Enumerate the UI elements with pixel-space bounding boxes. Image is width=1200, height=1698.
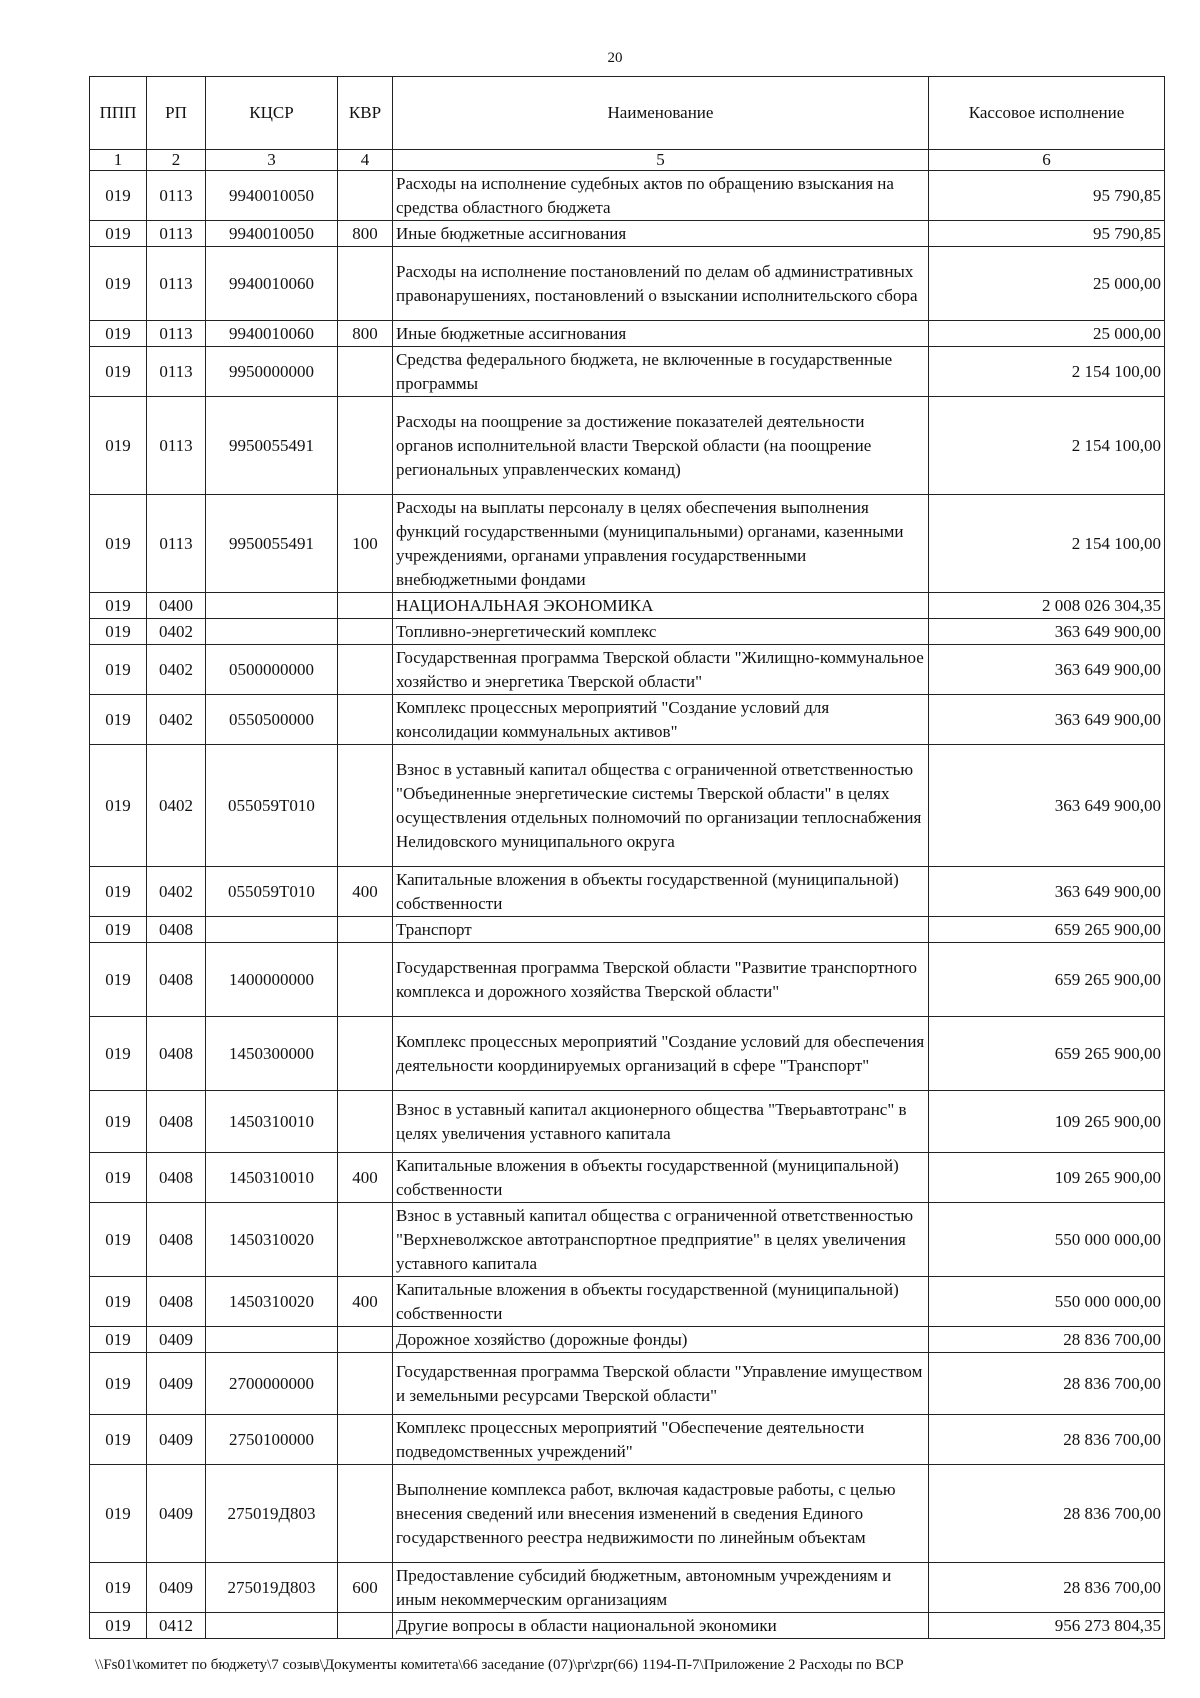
cell-rp: 0409 (147, 1415, 206, 1465)
cell-amount: 95 790,85 (929, 221, 1165, 247)
cell-amount: 2 154 100,00 (929, 495, 1165, 593)
cell-kvr (338, 917, 393, 943)
table-row (90, 917, 1165, 943)
cell-rp: 0408 (147, 1153, 206, 1203)
cell-amount: 2 154 100,00 (929, 397, 1165, 495)
cell-ppp: 019 (90, 247, 147, 321)
cell-name: Государственная программа Тверской области "Управление имуществом и земельными ресурсами Тверской области" (393, 1353, 929, 1415)
cell-kvr (338, 1091, 393, 1153)
cell-kvr (338, 1353, 393, 1415)
cell-rp: 0402 (147, 745, 206, 867)
column-number: 1 (90, 150, 147, 171)
cell-kcsr: 9940010060 (206, 247, 338, 321)
cell-rp: 0113 (147, 347, 206, 397)
cell-name: Иные бюджетные ассигнования (393, 321, 929, 347)
cell-rp: 0113 (147, 495, 206, 593)
cell-ppp: 019 (90, 619, 147, 645)
table-row (90, 1327, 1165, 1353)
cell-kvr: 800 (338, 321, 393, 347)
cell-kcsr: 1450310020 (206, 1203, 338, 1277)
cell-amount: 109 265 900,00 (929, 1091, 1165, 1153)
cell-kvr: 400 (338, 1277, 393, 1327)
cell-name: Государственная программа Тверской области "Жилищно-коммунальное хозяйство и энергетика Тверской области" (393, 645, 929, 695)
cell-ppp: 019 (90, 1277, 147, 1327)
cell-kvr: 800 (338, 221, 393, 247)
cell-kcsr: 055059Т010 (206, 867, 338, 917)
table-row (90, 1277, 1165, 1327)
cell-kcsr: 0500000000 (206, 645, 338, 695)
table-row (90, 1353, 1165, 1415)
cell-ppp: 019 (90, 1563, 147, 1613)
cell-rp: 0409 (147, 1327, 206, 1353)
table-row (90, 695, 1165, 745)
cell-rp: 0409 (147, 1563, 206, 1613)
cell-rp: 0402 (147, 619, 206, 645)
cell-ppp: 019 (90, 867, 147, 917)
table-row (90, 619, 1165, 645)
table-row (90, 247, 1165, 321)
cell-amount: 659 265 900,00 (929, 1017, 1165, 1091)
cell-kvr: 100 (338, 495, 393, 593)
header-ppp: ППП (90, 77, 147, 150)
page-number: 20 (607, 50, 623, 66)
cell-rp: 0402 (147, 867, 206, 917)
cell-kvr (338, 745, 393, 867)
cell-name: Топливно-энергетический комплекс (393, 619, 929, 645)
cell-rp: 0402 (147, 645, 206, 695)
cell-ppp: 019 (90, 321, 147, 347)
cell-rp: 0408 (147, 943, 206, 1017)
cell-kcsr: 1450310010 (206, 1091, 338, 1153)
table-row (90, 1091, 1165, 1153)
cell-name: Взнос в уставный капитал акционерного общества "Тверьавтотранс" в целях увеличения уставного капитала (393, 1091, 929, 1153)
cell-kvr: 400 (338, 867, 393, 917)
footer-file-path: \\Fs01\комитет по бюджету\7 созыв\Документы комитета\66 заседание (07)\pr\zpr(66) 1194-П-7\Приложение 2 Расходы по ВСР (95, 1657, 904, 1673)
cell-ppp: 019 (90, 1465, 147, 1563)
cell-rp: 0113 (147, 247, 206, 321)
cell-amount: 363 649 900,00 (929, 645, 1165, 695)
cell-amount: 659 265 900,00 (929, 943, 1165, 1017)
cell-rp: 0113 (147, 171, 206, 221)
cell-ppp: 019 (90, 1017, 147, 1091)
cell-name: Капитальные вложения в объекты государственной (муниципальной) собственности (393, 1153, 929, 1203)
cell-ppp: 019 (90, 917, 147, 943)
cell-kcsr: 9950055491 (206, 397, 338, 495)
cell-ppp: 019 (90, 397, 147, 495)
table-row (90, 1017, 1165, 1091)
cell-ppp: 019 (90, 1353, 147, 1415)
table-row (90, 1613, 1165, 1639)
cell-name: Другие вопросы в области национальной экономики (393, 1613, 929, 1639)
cell-rp: 0408 (147, 1017, 206, 1091)
cell-amount: 550 000 000,00 (929, 1277, 1165, 1327)
cell-ppp: 019 (90, 745, 147, 867)
cell-kcsr (206, 619, 338, 645)
table-row (90, 347, 1165, 397)
cell-name: Комплекс процессных мероприятий "Создание условий для обеспечения деятельности координируемых организаций в сфере "Транспорт" (393, 1017, 929, 1091)
cell-ppp: 019 (90, 1153, 147, 1203)
cell-ppp: 019 (90, 1327, 147, 1353)
column-number: 5 (393, 150, 929, 171)
table-row (90, 221, 1165, 247)
cell-kvr: 600 (338, 1563, 393, 1613)
cell-amount: 2 008 026 304,35 (929, 593, 1165, 619)
table-row (90, 321, 1165, 347)
cell-kvr (338, 943, 393, 1017)
header-name: Наименование (393, 77, 929, 150)
cell-kvr (338, 171, 393, 221)
cell-rp: 0409 (147, 1353, 206, 1415)
header-row (90, 77, 1165, 150)
cell-amount: 28 836 700,00 (929, 1563, 1165, 1613)
table-row (90, 943, 1165, 1017)
cell-name: Расходы на поощрение за достижение показателей деятельности органов исполнительной власти Тверской области (на поощрение региональных управленческих команд) (393, 397, 929, 495)
column-number: 6 (929, 150, 1165, 171)
cell-kvr (338, 1613, 393, 1639)
cell-kcsr: 275019Д803 (206, 1563, 338, 1613)
column-number-row (90, 150, 1165, 171)
header-kcsr: КЦСР (206, 77, 338, 150)
table-row (90, 171, 1165, 221)
cell-kvr (338, 1203, 393, 1277)
cell-kcsr: 2750100000 (206, 1415, 338, 1465)
cell-kvr (338, 695, 393, 745)
cell-rp: 0408 (147, 1277, 206, 1327)
table-row (90, 645, 1165, 695)
cell-ppp: 019 (90, 1091, 147, 1153)
cell-name: Капитальные вложения в объекты государственной (муниципальной) собственности (393, 867, 929, 917)
cell-name: Комплекс процессных мероприятий "Создание условий для консолидации коммунальных активов" (393, 695, 929, 745)
cell-name: Средства федерального бюджета, не включенные в государственные программы (393, 347, 929, 397)
cell-name: Государственная программа Тверской области "Развитие транспортного комплекса и дорожного хозяйства Тверской области" (393, 943, 929, 1017)
cell-kvr (338, 1017, 393, 1091)
cell-amount: 25 000,00 (929, 247, 1165, 321)
cell-name: Расходы на исполнение постановлений по делам об административных правонарушениях, постановлений о взыскании исполнительского сбора (393, 247, 929, 321)
table-row (90, 1465, 1165, 1563)
cell-kcsr: 9950000000 (206, 347, 338, 397)
cell-amount: 363 649 900,00 (929, 619, 1165, 645)
cell-kvr (338, 247, 393, 321)
table-row (90, 745, 1165, 867)
cell-kcsr (206, 1327, 338, 1353)
cell-kvr (338, 397, 393, 495)
cell-amount: 363 649 900,00 (929, 695, 1165, 745)
cell-kvr (338, 1415, 393, 1465)
table-row (90, 495, 1165, 593)
cell-ppp: 019 (90, 695, 147, 745)
cell-kcsr: 9940010050 (206, 221, 338, 247)
table-row (90, 1203, 1165, 1277)
cell-rp: 0412 (147, 1613, 206, 1639)
cell-rp: 0409 (147, 1465, 206, 1563)
cell-kcsr: 055059Т010 (206, 745, 338, 867)
cell-rp: 0113 (147, 321, 206, 347)
cell-kcsr: 9940010050 (206, 171, 338, 221)
cell-kvr (338, 593, 393, 619)
cell-name: Капитальные вложения в объекты государственной (муниципальной) собственности (393, 1277, 929, 1327)
table-row (90, 1153, 1165, 1203)
cell-ppp: 019 (90, 593, 147, 619)
table-row (90, 593, 1165, 619)
table-row (90, 1563, 1165, 1613)
cell-name: Транспорт (393, 917, 929, 943)
cell-kcsr: 1450300000 (206, 1017, 338, 1091)
header-rp: РП (147, 77, 206, 150)
cell-name: Выполнение комплекса работ, включая кадастровые работы, с целью внесения сведений или внесения изменений в сведения Единого государственного реестра недвижимости по линейным объектам (393, 1465, 929, 1563)
cell-kcsr: 1450310020 (206, 1277, 338, 1327)
cell-kcsr (206, 917, 338, 943)
cell-amount: 363 649 900,00 (929, 745, 1165, 867)
cell-name: Взнос в уставный капитал общества с ограниченной ответственностью "Верхневолжское автотранспортное предприятие" в целях увеличения уставного капитала (393, 1203, 929, 1277)
cell-rp: 0408 (147, 1203, 206, 1277)
cell-kvr (338, 1465, 393, 1563)
cell-amount: 363 649 900,00 (929, 867, 1165, 917)
cell-kvr (338, 347, 393, 397)
cell-name: Взнос в уставный капитал общества с ограниченной ответственностью "Объединенные энергетические системы Тверской области" в целях осуществления отдельных полномочий по организации теплоснабжения Нелидовского муниципального округа (393, 745, 929, 867)
cell-amount: 2 154 100,00 (929, 347, 1165, 397)
cell-rp: 0400 (147, 593, 206, 619)
cell-amount: 95 790,85 (929, 171, 1165, 221)
table-row (90, 397, 1165, 495)
cell-kvr: 400 (338, 1153, 393, 1203)
cell-kcsr (206, 593, 338, 619)
column-number: 4 (338, 150, 393, 171)
cell-rp: 0408 (147, 917, 206, 943)
cell-ppp: 019 (90, 1203, 147, 1277)
cell-amount: 109 265 900,00 (929, 1153, 1165, 1203)
table-row (90, 867, 1165, 917)
table-row (90, 1415, 1165, 1465)
cell-rp: 0113 (147, 221, 206, 247)
header-amount: Кассовое исполнение (929, 77, 1165, 150)
cell-kcsr: 1400000000 (206, 943, 338, 1017)
cell-rp: 0402 (147, 695, 206, 745)
cell-name: Комплекс процессных мероприятий "Обеспечение деятельности подведомственных учреждений" (393, 1415, 929, 1465)
cell-ppp: 019 (90, 1415, 147, 1465)
cell-kvr (338, 619, 393, 645)
column-number: 2 (147, 150, 206, 171)
cell-ppp: 019 (90, 347, 147, 397)
cell-kcsr: 0550500000 (206, 695, 338, 745)
cell-kvr (338, 645, 393, 695)
cell-ppp: 019 (90, 645, 147, 695)
cell-kcsr: 9950055491 (206, 495, 338, 593)
cell-ppp: 019 (90, 943, 147, 1017)
cell-ppp: 019 (90, 1613, 147, 1639)
cell-rp: 0113 (147, 397, 206, 495)
cell-ppp: 019 (90, 171, 147, 221)
cell-amount: 28 836 700,00 (929, 1353, 1165, 1415)
budget-table (89, 76, 1165, 1639)
cell-kcsr: 2700000000 (206, 1353, 338, 1415)
cell-amount: 25 000,00 (929, 321, 1165, 347)
cell-amount: 550 000 000,00 (929, 1203, 1165, 1277)
cell-amount: 956 273 804,35 (929, 1613, 1165, 1639)
cell-kcsr: 275019Д803 (206, 1465, 338, 1563)
cell-name: Дорожное хозяйство (дорожные фонды) (393, 1327, 929, 1353)
cell-name: Расходы на выплаты персоналу в целях обеспечения выполнения функций государственными (муниципальными) органами, казенными учреждениями, органами управления государственными внебюджетными фондами (393, 495, 929, 593)
cell-ppp: 019 (90, 221, 147, 247)
cell-name: Расходы на исполнение судебных актов по обращению взыскания на средства областного бюджета (393, 171, 929, 221)
cell-amount: 28 836 700,00 (929, 1465, 1165, 1563)
cell-amount: 28 836 700,00 (929, 1327, 1165, 1353)
cell-name: Иные бюджетные ассигнования (393, 221, 929, 247)
table-body (90, 171, 1165, 1639)
cell-kvr (338, 1327, 393, 1353)
cell-amount: 28 836 700,00 (929, 1415, 1165, 1465)
cell-kcsr: 1450310010 (206, 1153, 338, 1203)
cell-kcsr (206, 1613, 338, 1639)
column-number: 3 (206, 150, 338, 171)
cell-kcsr: 9940010060 (206, 321, 338, 347)
header-kvr: КВР (338, 77, 393, 150)
cell-name: Предоставление субсидий бюджетным, автономным учреждениям и иным некоммерческим организациям (393, 1563, 929, 1613)
cell-rp: 0408 (147, 1091, 206, 1153)
cell-ppp: 019 (90, 495, 147, 593)
cell-amount: 659 265 900,00 (929, 917, 1165, 943)
cell-name: НАЦИОНАЛЬНАЯ ЭКОНОМИКА (393, 593, 929, 619)
